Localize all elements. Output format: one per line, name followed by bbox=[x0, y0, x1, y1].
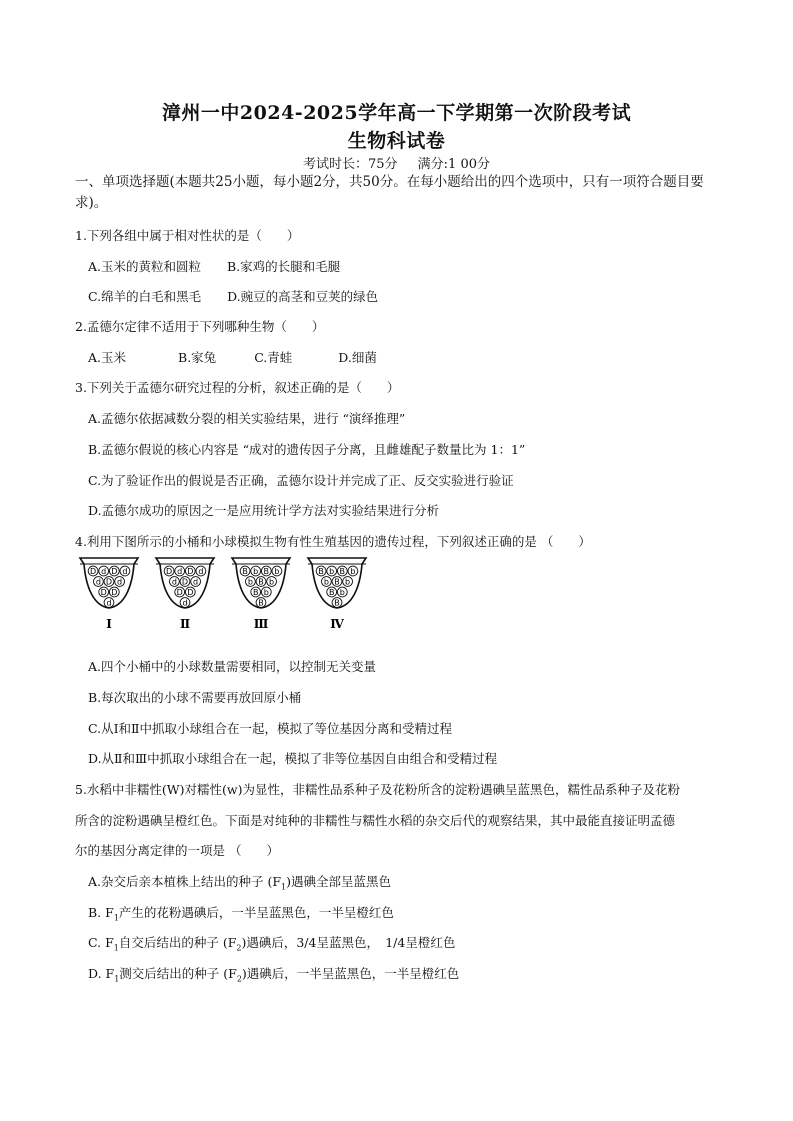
exam-meta bbox=[0, 153, 793, 172]
q5-option-c-text-mid: 自交后结出的种子 (F bbox=[118, 935, 237, 950]
q3-option-a: A.孟德尔依据减数分裂的相关实验结果，进行 “演绎推理” bbox=[88, 411, 406, 426]
ball-label: d bbox=[95, 577, 101, 587]
ball-label: D bbox=[187, 567, 194, 576]
q1-option-d: D.豌豆的高茎和豆荚的绿色 bbox=[227, 289, 379, 304]
ball-label: D bbox=[111, 588, 118, 597]
bucket-1 bbox=[80, 558, 138, 631]
question-2-options bbox=[88, 348, 377, 366]
question-1-options-row-1 bbox=[88, 257, 340, 275]
q5-option-d-text: D. F bbox=[88, 966, 115, 981]
q4-option-b: B.每次取出的小球不需要再放回原小桶 bbox=[88, 690, 302, 705]
q5-option-a-text-end: )遇碘全部呈蓝黑色 bbox=[286, 874, 392, 889]
exam-subtitle: 生物科试卷 bbox=[347, 130, 446, 152]
ball-label: D bbox=[90, 567, 97, 576]
question-1-options-row-2 bbox=[88, 287, 378, 305]
ball-label: b bbox=[350, 567, 356, 576]
q2-option-a: A.玉米 bbox=[88, 350, 127, 365]
ball-label: d bbox=[171, 577, 177, 587]
q5-option-c-text-end: )遇碘后，3/4呈蓝黑色， 1/4呈橙红色 bbox=[241, 935, 456, 950]
ball-label: D bbox=[105, 577, 113, 587]
bucket-label: Ⅰ bbox=[106, 617, 112, 631]
q5-option-c-text: C. F bbox=[88, 935, 114, 950]
ball-label: D bbox=[187, 588, 194, 597]
question-1-stem: 1.下列各组中属于相对性状的是（ ） bbox=[75, 228, 300, 243]
bucket-2 bbox=[156, 558, 214, 631]
q4-option-c: C.从Ⅰ和Ⅱ中抓取小球组合在一起，模拟了等位基因分离和受精过程 bbox=[88, 721, 453, 736]
question-4-stem: 4.利用下图所示的小桶和小球模拟生物有性生殖基因的遗传过程，下列叙述正确的是 （ ） bbox=[75, 534, 591, 549]
subscript: 1 bbox=[114, 974, 120, 984]
ball-label: d bbox=[106, 598, 112, 608]
bucket-3 bbox=[232, 558, 290, 631]
ball-label: D bbox=[181, 577, 189, 587]
ball-label: B bbox=[242, 567, 248, 576]
bucket-figure bbox=[78, 554, 378, 634]
q5-option-b-text: B. F bbox=[88, 905, 114, 920]
subscript: 1 bbox=[281, 882, 287, 892]
subscript: 1 bbox=[113, 943, 119, 953]
ball-label: b bbox=[329, 567, 335, 576]
ball-label: B bbox=[263, 567, 270, 576]
ball-label: D bbox=[111, 567, 118, 576]
q1-option-c: C.绵羊的白毛和黑毛 bbox=[88, 289, 202, 304]
q4-option-d: D.从Ⅱ和Ⅲ中抓取小球组合在一起，模拟了非等位基因自由组合和受精过程 bbox=[88, 751, 498, 766]
q5-option-b-text-end: 产生的花粉遇碘后，一半呈蓝黑色，一半呈橙红色 bbox=[118, 905, 394, 920]
exam-time: 考试时长：75分 bbox=[302, 157, 398, 172]
subscript: 2 bbox=[236, 943, 242, 953]
q5-option-a-text: A.杂交后亲本植株上结出的种子 (F bbox=[88, 874, 282, 889]
q1-option-b: B.家鸡的长腿和毛腿 bbox=[227, 259, 341, 274]
question-5-stem-line-3: 尔的基因分离定律的一项是 （ ） bbox=[75, 843, 279, 858]
q5-option-d-text-mid: 测交后结出的种子 (F bbox=[119, 966, 237, 981]
bucket-label: Ⅱ bbox=[179, 617, 191, 631]
ball-label: B bbox=[258, 598, 264, 608]
q3-option-d: D.孟德尔成功的原因之一是应用统计学方法对实验结果进行分析 bbox=[88, 503, 440, 518]
ball-label: b bbox=[269, 577, 275, 587]
ball-label: d bbox=[198, 567, 204, 576]
q2-option-c: C.青蛙 bbox=[254, 350, 293, 365]
q3-option-b: B.孟德尔假说的核心内容是 “成对的遗传因子分离，且雌雄配子数量比为 1：1” bbox=[88, 442, 526, 457]
ball-label: D bbox=[176, 588, 183, 597]
q2-option-b: B.家兔 bbox=[178, 350, 217, 365]
q5-option-a bbox=[88, 872, 391, 892]
bucket-4 bbox=[308, 558, 366, 631]
full-score: 满分:1 00分 bbox=[417, 157, 490, 172]
ball-label: B bbox=[334, 577, 340, 587]
q1-option-a: A.玉米的黄粒和圆粒 bbox=[88, 259, 202, 274]
ball-label: d bbox=[193, 577, 199, 587]
ball-label: B bbox=[252, 588, 259, 597]
q5-option-b bbox=[88, 903, 394, 923]
ball-label: B bbox=[318, 567, 324, 576]
question-5-stem-line-2: 所含的淀粉遇碘呈橙红色。下面是对纯种的非糯性与糯性水稻的杂交后代的观察结果，其中最能直接证明孟德 bbox=[75, 813, 676, 828]
ball-label: D bbox=[166, 567, 173, 576]
q3-option-c: C.为了验证作出的假说是否正确，孟德尔设计并完成了正、反交实验进行验证 bbox=[88, 473, 514, 488]
ball-label: b bbox=[323, 577, 329, 587]
ball-label: d bbox=[182, 598, 188, 608]
q5-option-d bbox=[88, 964, 459, 984]
question-5-stem-line-1: 5.水稻中非糯性(W)对糯性(w)为显性，非糯性品系种子及花粉所含的淀粉遇碘呈蓝黑色，糯性品系种子及花粉 bbox=[75, 782, 680, 797]
question-2-stem: 2.孟德尔定律不适用于下列哪种生物（ ） bbox=[75, 319, 325, 334]
ball-label: b bbox=[263, 588, 269, 597]
ball-label: d bbox=[117, 577, 123, 587]
ball-label: d bbox=[122, 567, 128, 576]
ball-label: b bbox=[247, 577, 253, 587]
section-heading: 一、单项选择题(本题共25小题，每小题2分，共50分。在每小题给出的四个选项中，只有一项符合题目要求)。 bbox=[75, 174, 704, 211]
q5-option-d-text-end: )遇碘后，一半呈蓝黑色，一半呈橙红色 bbox=[241, 966, 460, 981]
q4-option-a: A.四个小桶中的小球数量需要相同，以控制无关变量 bbox=[88, 659, 377, 674]
question-3-stem: 3.下列关于孟德尔研究过程的分析，叙述正确的是（ ） bbox=[75, 380, 400, 395]
subscript: 2 bbox=[236, 974, 242, 984]
ball-label: B bbox=[328, 588, 335, 597]
ball-label: B bbox=[334, 598, 340, 608]
ball-label: d bbox=[177, 567, 183, 576]
ball-label: b bbox=[345, 577, 351, 587]
ball-label: B bbox=[258, 577, 264, 587]
bucket-label: Ⅳ bbox=[330, 617, 344, 631]
ball-label: b bbox=[339, 588, 345, 597]
exam-title: 漳州一中2024-2025学年高一下学期第一次阶段考试 bbox=[161, 102, 632, 124]
ball-label: D bbox=[100, 588, 107, 597]
ball-label: b bbox=[274, 567, 280, 576]
q2-option-d: D.细菌 bbox=[338, 350, 377, 365]
q5-option-c bbox=[88, 933, 455, 953]
ball-label: B bbox=[339, 567, 346, 576]
subscript: 1 bbox=[113, 913, 119, 923]
bucket-label: Ⅲ bbox=[253, 617, 269, 631]
ball-label: b bbox=[253, 567, 259, 576]
ball-label: d bbox=[101, 567, 107, 576]
